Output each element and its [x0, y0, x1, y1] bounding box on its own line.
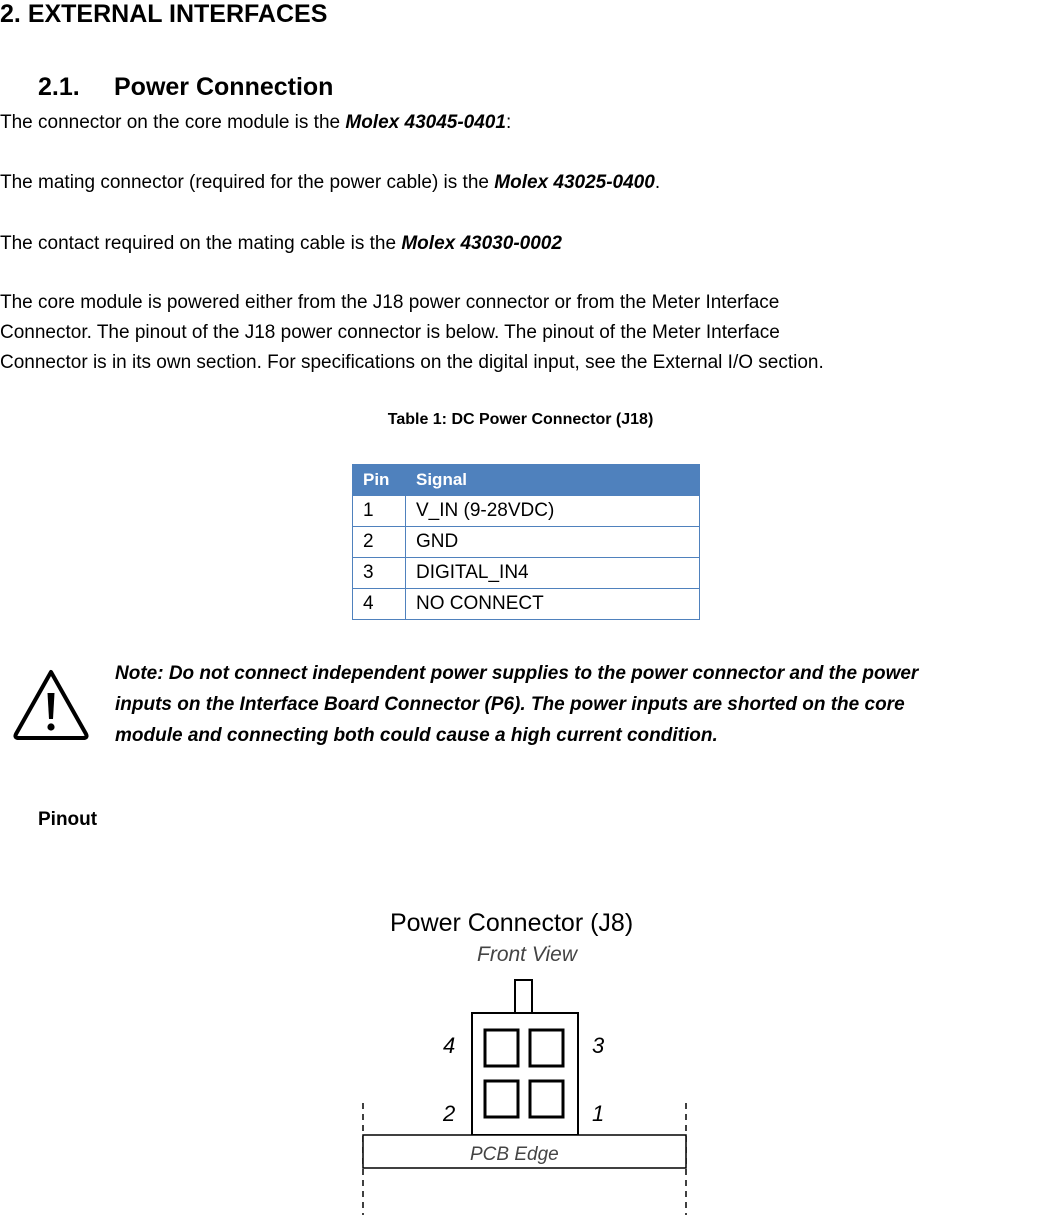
- section-title: EXTERNAL INTERFACES: [27, 0, 328, 28]
- signal-cell: GND: [406, 527, 700, 558]
- note-line: module and connecting both could cause a high current condition.: [115, 725, 718, 746]
- paragraph-text: The mating connector (required for the power cable) is the: [0, 172, 495, 193]
- pin-socket: [485, 1081, 518, 1117]
- table-header-row: [353, 465, 700, 496]
- note-line: inputs on the Interface Board Connector (P6). The power inputs are shorted on the core: [115, 694, 905, 715]
- paragraph-text: .: [654, 172, 661, 193]
- pin-label-3: 3: [592, 1033, 605, 1058]
- paragraph-mating-connector: [0, 168, 660, 198]
- table-row: [353, 558, 700, 589]
- pin-socket: [485, 1030, 518, 1066]
- paragraph-line: Connector is in its own section. For specifications on the digital input, see the External I/O section.: [0, 352, 824, 373]
- paragraph-text: :: [505, 112, 512, 133]
- warning-note: [115, 658, 918, 751]
- table-row: [353, 589, 700, 620]
- pin-cell: 3: [353, 558, 406, 589]
- pin-table: [352, 464, 700, 620]
- signal-cell: NO CONNECT: [406, 589, 700, 620]
- part-number: Molex 43030-0002: [401, 233, 562, 254]
- paragraph-text: The contact required on the mating cable is the: [0, 233, 402, 254]
- part-number: Molex 43045-0401: [345, 112, 506, 133]
- diagram-subtitle: Front View: [477, 943, 577, 966]
- paragraph-text: The connector on the core module is the: [0, 112, 346, 133]
- paragraph-connector: [0, 108, 511, 138]
- part-number: Molex 43025-0400: [494, 172, 655, 193]
- paragraph-line: Connector. The pinout of the J18 power connector is below. The pinout of the Meter Interface: [0, 322, 780, 343]
- pin-cell: 4: [353, 589, 406, 620]
- pin-socket: [530, 1081, 563, 1117]
- signal-cell: V_IN (9-28VDC): [406, 496, 700, 527]
- pin-label-4: 4: [443, 1033, 456, 1058]
- pin-cell: 1: [353, 496, 406, 527]
- connector-latch: [515, 980, 532, 1013]
- pin-label-2: 2: [443, 1101, 456, 1126]
- pin-label-1: 1: [592, 1101, 605, 1126]
- column-header-signal: Signal: [406, 465, 700, 496]
- paragraph-contact: [0, 229, 562, 259]
- table-caption: Table 1: DC Power Connector (J18): [387, 411, 654, 428]
- pin-cell: 2: [353, 527, 406, 558]
- paragraph-line: The core module is powered either from the J18 power connector or from the Meter Interface: [0, 292, 780, 313]
- subsection-title: Power Connection: [114, 73, 334, 101]
- diagram-title: Power Connector (J8): [390, 909, 634, 937]
- table-row: [353, 527, 700, 558]
- subsection-heading: [38, 73, 333, 102]
- paragraph-power-source: [0, 288, 824, 378]
- section-number: 2.: [0, 0, 21, 28]
- subsection-number: 2.1.: [38, 73, 80, 101]
- pcb-edge-label: PCB Edge: [470, 1144, 559, 1165]
- warning-icon: [11, 667, 91, 746]
- power-connector-diagram: [355, 895, 695, 1215]
- table-row: [353, 496, 700, 527]
- section-heading: [0, 0, 327, 29]
- pin-socket: [530, 1030, 563, 1066]
- note-line: Note: Do not connect independent power supplies to the power connector and the power: [115, 663, 919, 684]
- signal-cell: DIGITAL_IN4: [406, 558, 700, 589]
- column-header-pin: Pin: [353, 465, 406, 496]
- pinout-heading: Pinout: [38, 809, 98, 830]
